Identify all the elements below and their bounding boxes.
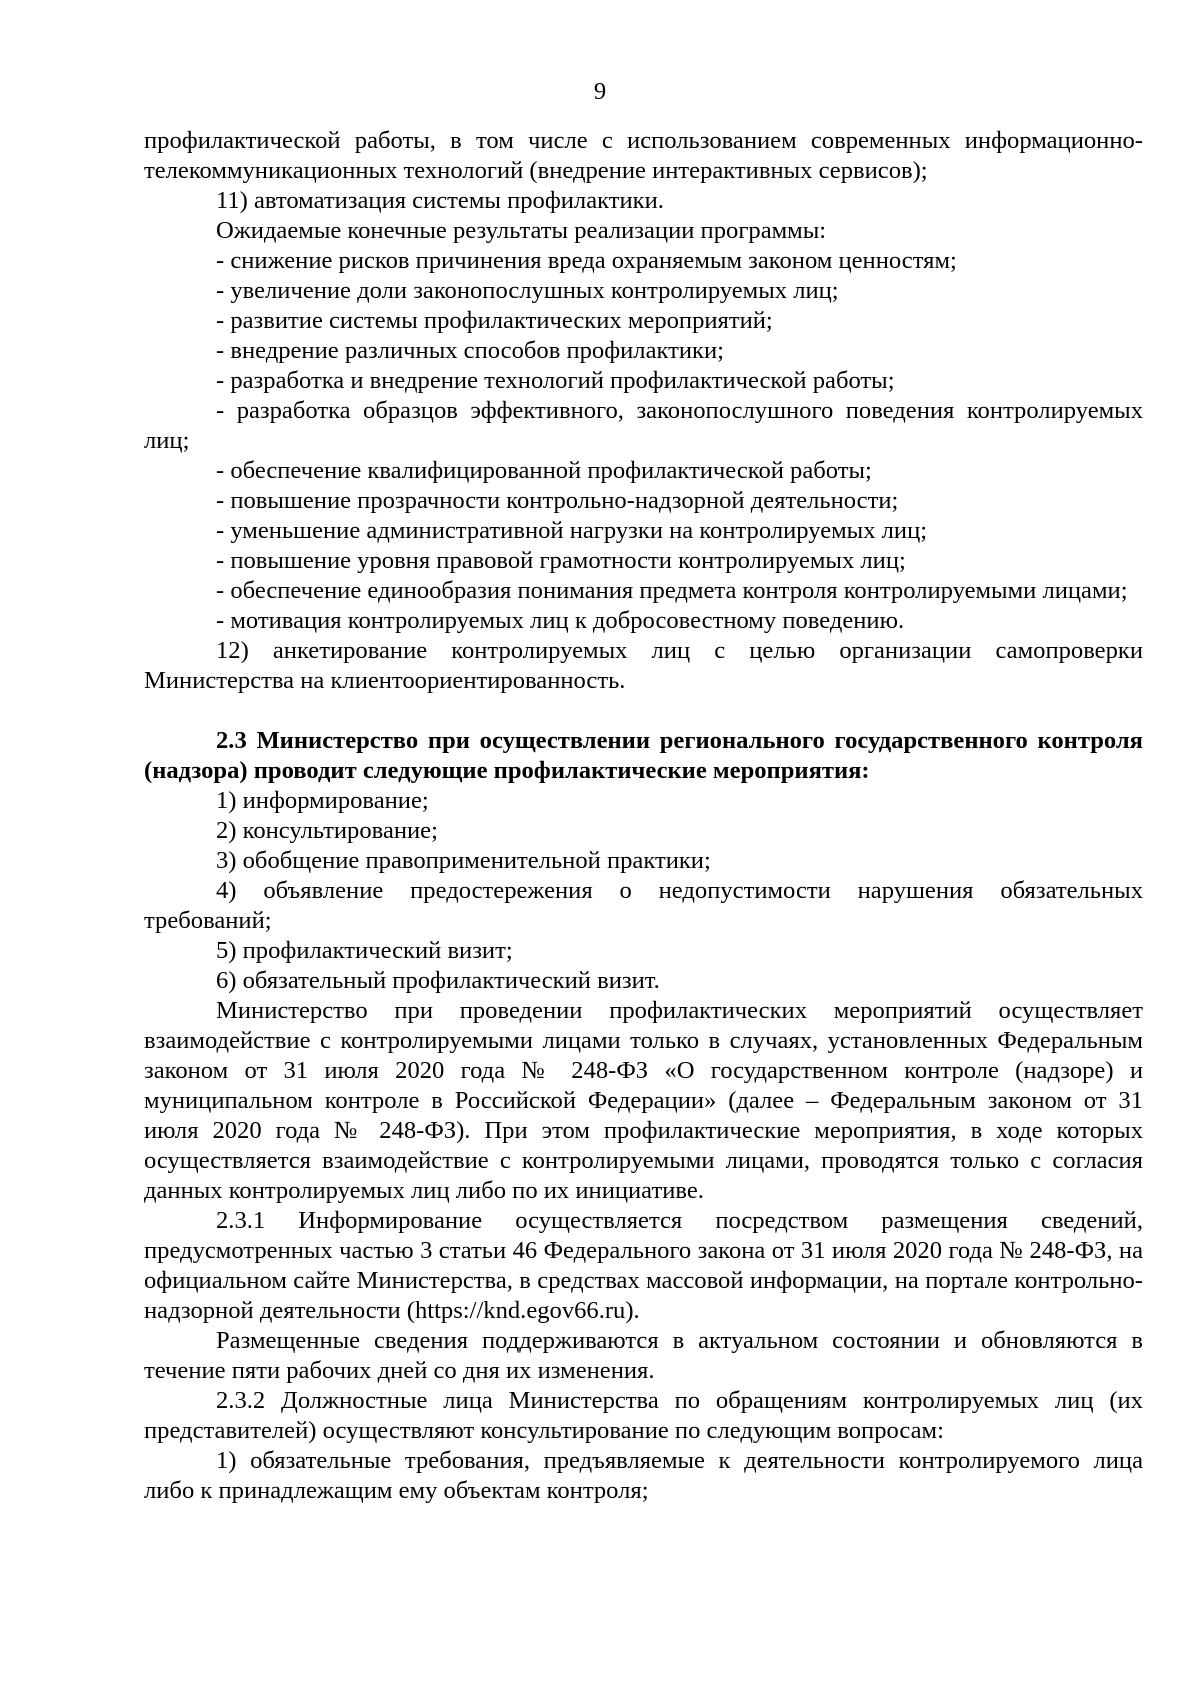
list-item: - увеличение доли законопослушных контролируемых лиц; <box>216 277 839 304</box>
list-item: - мотивация контролируемых лиц к добросовестному поведению. <box>216 607 905 634</box>
document-body <box>144 126 1143 1506</box>
list-item: 1) информирование; <box>216 787 429 814</box>
paragraph: Размещенные сведения поддерживаются в актуальном состоянии и обновляются в течение пяти рабочих дней со дня их изменения. <box>144 1327 1143 1384</box>
list-item: - обеспечение единообразия понимания предмета контроля контролируемыми лицами; <box>216 577 1128 604</box>
section-heading: 2.3 Министерство при осуществлении регионального государственного контроля (надзора) проводит следующие профилактические мероприятия: <box>144 727 1143 784</box>
paragraph: Министерство при проведении профилактических мероприятий осуществляет взаимодействие с контролируемыми лицами только в случаях, установленных Федеральным законом от 31 июля 2020 года № 248-ФЗ «О государственном контроле (надзоре) и муниципальном контроле в Российской Федерации» (далее – Федеральным законом от 31 июля 2020 года № 248-ФЗ). При этом профилактические мероприятия, в ходе которых осуществляется взаимодействие с контролируемыми лицами, проводятся только с согласия данных контролируемых лиц либо по их инициативе. <box>144 997 1143 1204</box>
list-item: - снижение рисков причинения вреда охраняемым законом ценностям; <box>216 247 957 274</box>
paragraph: 2.3.1 Информирование осуществляется посредством размещения сведений, предусмотренных частью 3 статьи 46 Федерального закона от 31 июля 2020 года № 248-ФЗ, на официальном сайте Министерства, в средствах массовой информации, на портале контрольно-надзорной деятельности (https://knd.egov66.ru). <box>144 1207 1143 1324</box>
paragraph: Ожидаемые конечные результаты реализации программы: <box>216 217 827 244</box>
list-item: 11) автоматизация системы профилактики. <box>216 187 664 214</box>
list-item: 6) обязательный профилактический визит. <box>216 967 660 994</box>
list-item: - обеспечение квалифицированной профилактической работы; <box>216 457 872 484</box>
paragraph: 2.3.2 Должностные лица Министерства по обращениям контролируемых лиц (их представителей) осуществляют консультирование по следующим вопросам: <box>144 1387 1143 1444</box>
list-item: 12) анкетирование контролируемых лиц с целью организации самопроверки Министерства на клиентоориентированность. <box>144 637 1143 694</box>
list-item: - разработка и внедрение технологий профилактической работы; <box>216 367 895 394</box>
list-item: 5) профилактический визит; <box>216 937 513 964</box>
list-item: - повышение уровня правовой грамотности контролируемых лиц; <box>216 547 906 574</box>
list-item: 4) объявление предостережения о недопустимости нарушения обязательных требований; <box>144 877 1143 934</box>
list-item: - внедрение различных способов профилактики; <box>216 337 724 364</box>
list-item: - развитие системы профилактических мероприятий; <box>216 307 773 334</box>
page-number: 9 <box>593 78 607 105</box>
list-item: - уменьшение административной нагрузки на контролируемых лиц; <box>216 517 928 544</box>
list-item: 3) обобщение правоприменительной практики; <box>216 847 711 874</box>
list-item: - повышение прозрачности контрольно-надзорной деятельности; <box>216 487 899 514</box>
list-item: 1) обязательные требования, предъявляемые к деятельности контролируемого лица либо к принадлежащим ему объектам контроля; <box>144 1447 1143 1504</box>
paragraph: профилактической работы, в том числе с использованием современных информационно-телекоммуникационных технологий (внедрение интерактивных сервисов); <box>144 127 1143 184</box>
list-item: - разработка образцов эффективного, законопослушного поведения контролируемых лиц; <box>144 397 1143 454</box>
paragraph-spacer <box>144 696 1143 726</box>
list-item: 2) консультирование; <box>216 817 438 844</box>
